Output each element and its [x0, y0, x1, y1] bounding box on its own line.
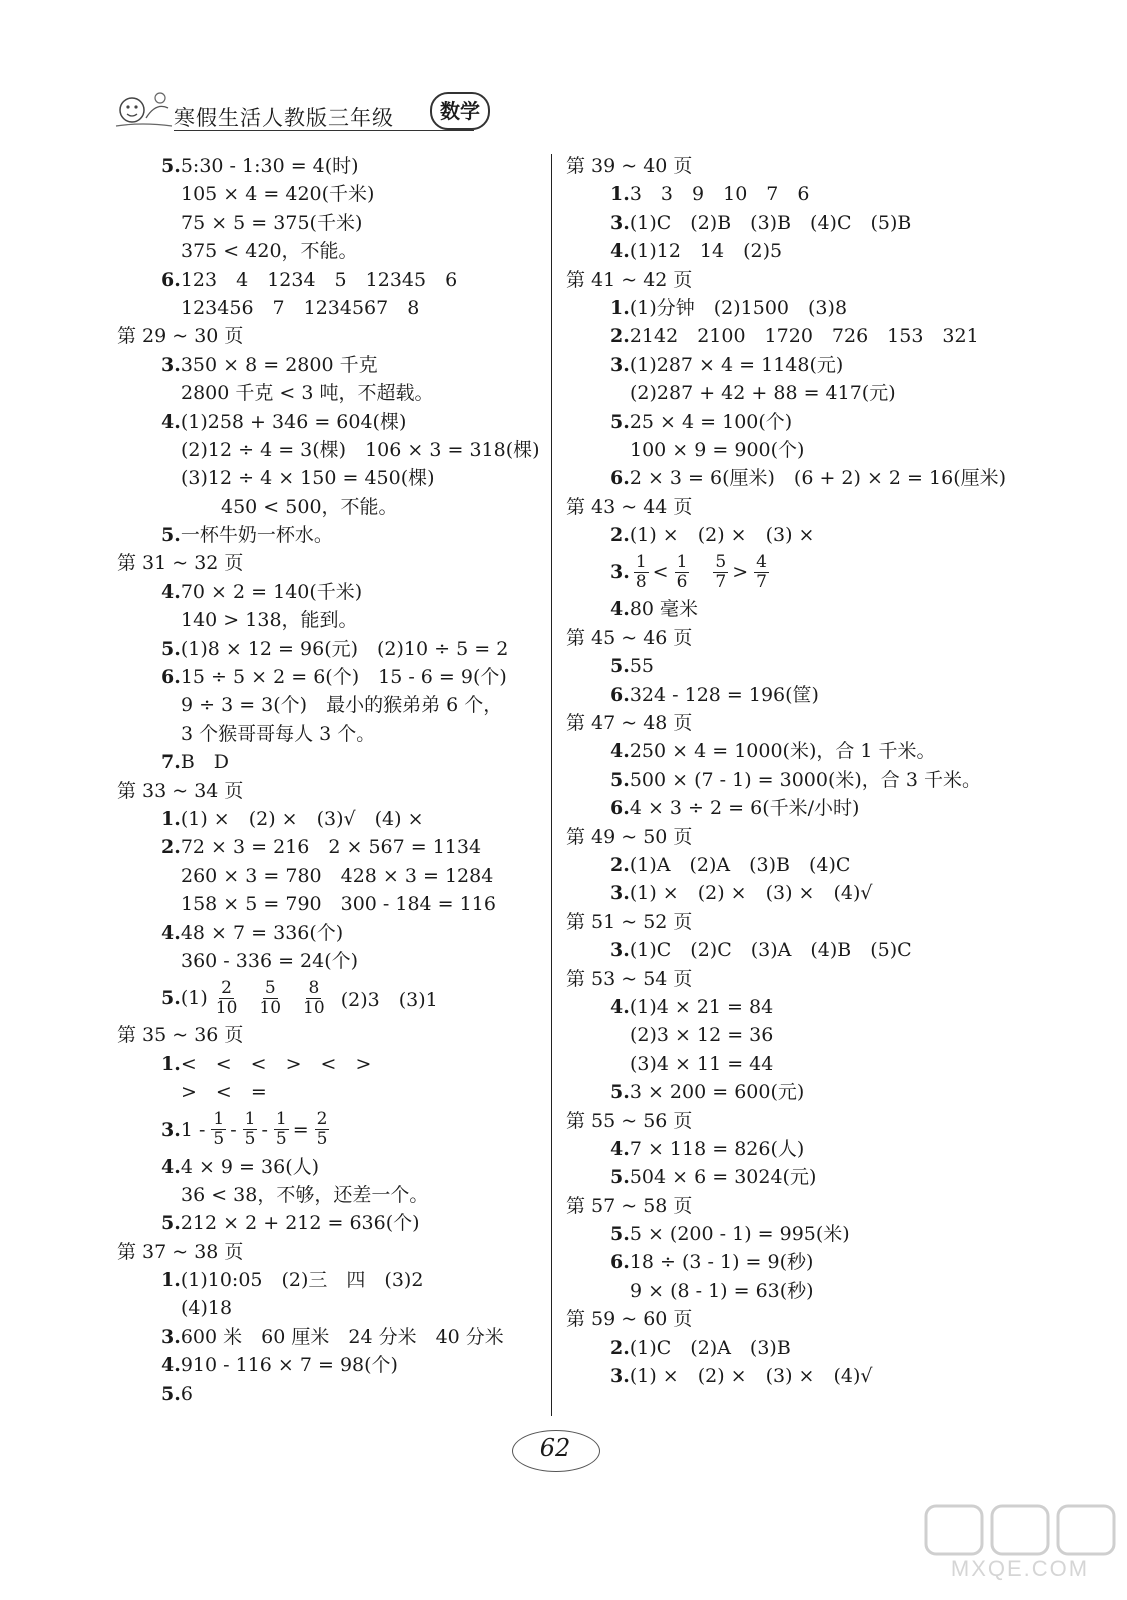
answer-text: (1)10:05 (2)三 四 (3)2 [180, 1269, 424, 1292]
section-heading: 第 51 ~ 52 页 [566, 910, 693, 933]
item-number: 5. [161, 524, 181, 547]
answer-text: 5:30 - 1:30 = 4(时) [180, 155, 359, 177]
fraction [754, 553, 769, 592]
section-heading: 第 45 ~ 46 页 [566, 626, 693, 649]
item-number: 2. [610, 853, 630, 876]
answer-continuation [566, 379, 1006, 407]
answer-text: (1)287 × 4 = 1148(元) [629, 353, 844, 376]
item-number: 5. [610, 1166, 630, 1189]
answer-item [566, 681, 1006, 709]
answer-continuation [117, 209, 537, 237]
answer-item [566, 993, 1006, 1021]
answer-item [117, 1323, 537, 1351]
operator: - [230, 1118, 237, 1141]
answer-item [117, 1209, 537, 1237]
answer-continuation [117, 379, 537, 407]
fraction-denominator: 7 [756, 571, 767, 592]
answer-item [117, 266, 537, 294]
fraction-numerator: 1 [635, 551, 647, 572]
fraction [301, 979, 327, 1018]
item-number: 1. [610, 296, 630, 319]
answer-text: 212 × 2 + 212 = 636(个) [180, 1212, 420, 1235]
item-number: 5. [161, 1382, 181, 1405]
item-number: 4. [161, 580, 181, 603]
operator: < [652, 561, 669, 584]
section-heading: 第 47 ~ 48 页 [566, 712, 693, 735]
answer-item [117, 1107, 537, 1153]
item-number: 5. [161, 987, 181, 1010]
answer-text: (1) × (2) × (3) × (4)√ [629, 882, 873, 905]
item-number: 6. [610, 467, 630, 490]
answer-text: (2)287 + 42 + 88 = 417(元) [630, 382, 896, 405]
answer-text: 100 × 9 = 900(个) [630, 438, 805, 461]
cartoon-decoration-icon [112, 88, 174, 130]
answer-text: 70 × 2 = 140(千米) [180, 580, 363, 603]
item-number: 3. [610, 939, 630, 962]
item-number: 6. [610, 683, 630, 706]
fraction-denominator: 5 [213, 1129, 225, 1149]
answer-text: (1)8 × 12 = 96(元) (2)10 ÷ 5 = 2 [180, 637, 509, 660]
watermark-text: MXQE.COM [950, 1556, 1090, 1581]
item-number: 1. [161, 1269, 181, 1292]
answer-text: 360 - 336 = 24(个) [181, 949, 359, 972]
answer-continuation [117, 890, 537, 918]
answer-item [117, 1351, 537, 1379]
answer-text: 3 个猴哥哥每人 3 个。 [181, 722, 376, 745]
fraction-numerator: 4 [756, 551, 767, 572]
fraction-numerator: 8 [308, 977, 320, 998]
answer-text: 3 × 200 = 600(元) [629, 1081, 805, 1104]
answer-continuation [117, 436, 540, 464]
item-number: 1. [610, 183, 630, 206]
answer-text: 72 × 3 = 216 2 × 567 = 1134 [180, 836, 482, 859]
item-number: 4. [161, 410, 181, 433]
answer-text: 504 × 6 = 3024(元) [629, 1166, 817, 1189]
answer-text: 2142 2100 1720 726 153 321 [629, 325, 979, 348]
item-number: 6. [610, 1251, 630, 1274]
answer-text: 4 × 9 = 36(人) [180, 1155, 320, 1178]
fraction-numerator: 1 [275, 1109, 287, 1129]
answer-text: 80 毫米 [629, 598, 699, 621]
section-heading: 第 33 ~ 34 页 [117, 779, 244, 802]
fraction [713, 553, 728, 592]
answer-item [566, 237, 1006, 265]
answer-item [566, 1163, 1006, 1191]
fraction-numerator: 2 [221, 977, 232, 998]
fraction [634, 553, 649, 592]
answer-text: (1)C (2)A (3)B [629, 1336, 791, 1359]
fraction-numerator: 5 [715, 551, 727, 572]
item-number: 4. [161, 921, 181, 944]
answer-item [117, 578, 537, 606]
answer-item [566, 521, 1006, 549]
answer-text: 910 - 116 × 7 = 98(个) [180, 1354, 398, 1377]
answer-item [566, 879, 1006, 907]
answer-continuation [117, 691, 537, 719]
answer-text: (1) × (2) × (3) × (4)√ [629, 1365, 873, 1388]
section-heading: 第 39 ~ 40 页 [566, 155, 693, 177]
answer-item [566, 408, 1006, 436]
answer-item [566, 652, 1006, 680]
answer-continuation [117, 493, 537, 521]
answer-text: (1)C (2)C (3)A (4)B (5)C [629, 939, 912, 962]
section-heading: 第 43 ~ 44 页 [566, 495, 693, 518]
fraction [257, 979, 283, 1018]
answer-text: 600 米 60 厘米 24 分米 40 分米 [180, 1325, 504, 1348]
answer-item [566, 936, 1006, 964]
answer-text: 4 × 3 ÷ 2 = 6(千米/小时) [629, 797, 860, 820]
answer-item [117, 663, 537, 691]
section-heading: 第 57 ~ 58 页 [566, 1194, 693, 1217]
answer-item [117, 1153, 537, 1181]
answer-text: < < < > < > [180, 1052, 372, 1075]
fraction-numerator: 2 [316, 1109, 328, 1129]
item-number: 4. [161, 1155, 181, 1178]
answer-text: > < = [181, 1081, 267, 1104]
fraction [214, 979, 240, 1018]
answer-text: 9 ÷ 3 = 3(个) 最小的猴弟弟 6 个， [181, 694, 503, 717]
fraction-numerator: 1 [244, 1109, 256, 1129]
book-title: 寒假生活人教版三年级 [174, 106, 394, 130]
item-number: 3. [610, 1365, 630, 1388]
answer-text: (2)3 × 12 = 36 [630, 1024, 774, 1047]
answer-item [117, 748, 537, 776]
item-number: 2. [610, 524, 630, 547]
answer-text: (3)12 ÷ 4 × 150 = 450(棵) [181, 467, 435, 490]
answer-text: 250 × 4 = 1000(米)，合 1 千米。 [629, 740, 936, 763]
item-number: 2. [610, 1336, 630, 1359]
item-number: 1. [161, 807, 181, 830]
item-number: 3. [610, 353, 630, 376]
item-number: 5. [610, 410, 630, 433]
answer-item [117, 805, 537, 833]
answer-text: (1)分钟 (2)1500 (3)8 [629, 296, 848, 319]
section-heading: 第 55 ~ 56 页 [566, 1109, 693, 1132]
answer-text: 500 × (7 - 1) = 3000(米)，合 3 千米。 [629, 768, 981, 791]
answer-item [566, 1248, 1006, 1276]
answer-text: 7 × 118 = 826(人) [629, 1137, 805, 1160]
answer-text: 158 × 5 = 790 300 - 184 = 116 [181, 893, 496, 916]
answer-text: 2 × 3 = 6(厘米) (6 + 2) × 2 = 16(厘米) [629, 467, 1007, 490]
answer-continuation [117, 237, 537, 265]
answer-text: 18 ÷ (3 - 1) = 9(秒) [629, 1251, 814, 1274]
fraction-denominator: 10 [303, 997, 325, 1018]
answer-item [117, 1380, 537, 1408]
section-heading: 第 31 ~ 32 页 [117, 552, 244, 575]
answer-item [566, 1334, 1006, 1362]
answer-item [117, 1266, 537, 1294]
answer-text: 450 < 500，不能。 [221, 495, 398, 518]
item-number: 5. [610, 1223, 630, 1246]
header-rule [174, 130, 474, 131]
answer-text: (1)12 14 (2)5 [629, 240, 783, 263]
answer-text: (1)C (2)B (3)B (4)C (5)B [629, 211, 912, 234]
answer-text: 15 ÷ 5 × 2 = 6(个) 15 - 6 = 9(个) [180, 666, 507, 689]
item-number: 4. [610, 598, 630, 621]
answer-text: 55 [629, 655, 655, 678]
answer-item [566, 209, 1006, 237]
answer-text: 105 × 4 = 420(千米) [181, 183, 375, 206]
fraction-denominator: 6 [676, 571, 688, 592]
subject-badge: 数学 [430, 92, 490, 130]
fraction-denominator: 10 [215, 997, 238, 1018]
answer-continuation [566, 1277, 1006, 1305]
operator: > [732, 561, 749, 584]
answer-continuation [117, 464, 537, 492]
answer-text: 6 [180, 1382, 193, 1405]
answer-item [566, 1135, 1006, 1163]
answer-item [117, 152, 537, 180]
fraction [274, 1110, 289, 1149]
right-answer-column [566, 152, 1006, 1390]
answer-continuation [117, 720, 537, 748]
answer-text: (1) × (2) × (3) × [629, 524, 815, 547]
answer-continuation [566, 436, 1006, 464]
item-number: 5. [610, 1081, 630, 1104]
answer-text: (3)4 × 11 = 44 [630, 1052, 774, 1075]
answer-continuation [117, 862, 537, 890]
item-number: 3. [610, 882, 630, 905]
answer-text: 48 × 7 = 336(个) [180, 921, 344, 944]
section-heading: 第 35 ~ 36 页 [117, 1024, 244, 1047]
section-heading: 第 59 ~ 60 页 [566, 1308, 693, 1331]
answer-continuation [566, 1050, 1006, 1078]
answer-item [566, 851, 1006, 879]
answer-text: (1)4 × 21 = 84 [629, 995, 774, 1018]
answer-text: (4)18 [181, 1297, 233, 1320]
answer-continuation [117, 294, 537, 322]
answer-continuation [117, 947, 537, 975]
fraction [315, 1110, 330, 1149]
answer-text: 一杯牛奶一杯水。 [180, 524, 333, 547]
operator: = [292, 1118, 309, 1141]
item-number: 3. [161, 1325, 181, 1348]
left-answer-column [117, 152, 540, 1408]
fraction [243, 1110, 258, 1149]
fraction [211, 1110, 226, 1149]
fraction-numerator: 1 [676, 551, 688, 572]
answer-text: 123 4 1234 5 12345 6 [180, 268, 458, 291]
item-number: 5. [161, 1212, 181, 1235]
answer-text: 375 < 420，不能。 [181, 240, 358, 263]
fraction-denominator: 10 [259, 997, 282, 1018]
fraction-numerator: 1 [213, 1109, 225, 1129]
answer-item [117, 975, 537, 1021]
fraction-denominator: 5 [275, 1129, 287, 1149]
fraction-denominator: 7 [715, 571, 727, 592]
answer-continuation [117, 1078, 537, 1106]
answer-text: 3 3 9 10 7 6 [629, 183, 810, 206]
answer-text: 123456 7 1234567 8 [181, 296, 420, 319]
answer-item [117, 408, 537, 436]
answer-text: (2)12 ÷ 4 = 3(棵) 106 × 3 = 318(棵) [181, 438, 540, 461]
answer-text: 2800 千克 < 3 吨，不超载。 [181, 382, 434, 405]
item-number: 7. [161, 751, 181, 774]
answer-item [566, 351, 1006, 379]
item-number: 6. [161, 268, 181, 291]
item-number: 4. [610, 995, 630, 1018]
column-divider [551, 154, 552, 1416]
watermark-logo-icon [920, 1500, 1120, 1560]
item-number: 3. [161, 353, 181, 376]
answer-item [117, 635, 537, 663]
item-number: 2. [161, 836, 181, 859]
item-number: 4. [610, 740, 630, 763]
answer-text: 350 × 8 = 2800 千克 [180, 353, 378, 376]
answer-text: 36 < 38，不够，还差一个。 [181, 1183, 429, 1206]
answer-item [117, 833, 537, 861]
fraction-denominator: 5 [316, 1129, 328, 1149]
answer-item [566, 766, 1006, 794]
answer-continuation [117, 180, 537, 208]
answer-text: 9 × (8 - 1) = 63(秒) [630, 1279, 814, 1302]
item-number: 2. [610, 325, 630, 348]
answer-item [566, 1220, 1006, 1248]
answer-item [566, 464, 1006, 492]
item-number: 6. [610, 797, 630, 820]
answer-text: 140 > 138，能到。 [181, 609, 358, 632]
section-heading: 第 37 ~ 38 页 [117, 1240, 244, 1263]
text-segment: (2)3 (3)1 [340, 988, 438, 1011]
item-number: 4. [610, 1137, 630, 1160]
answer-item [566, 294, 1006, 322]
page-number: 62 [539, 1434, 571, 1462]
answer-text: 25 × 4 = 100(个) [629, 410, 793, 433]
answer-item [566, 794, 1006, 822]
item-number: 5. [161, 155, 181, 177]
fraction-denominator: 8 [635, 571, 647, 592]
fraction-denominator: 5 [244, 1129, 256, 1149]
item-number: 5. [610, 768, 630, 791]
section-heading: 第 41 ~ 42 页 [566, 268, 693, 291]
answer-continuation [117, 606, 537, 634]
answer-item [117, 919, 537, 947]
answer-text: (1)A (2)A (3)B (4)C [629, 853, 851, 876]
answer-item [566, 322, 1006, 350]
item-number: 6. [161, 666, 181, 689]
answer-text: 260 × 3 = 780 428 × 3 = 1284 [181, 864, 494, 887]
item-number: 1. [161, 1052, 181, 1075]
answer-continuation [566, 1021, 1006, 1049]
answer-item [117, 351, 537, 379]
item-number: 4. [610, 240, 630, 263]
operator: - [261, 1118, 268, 1141]
answer-continuation [117, 1294, 537, 1322]
item-number: 5. [610, 655, 630, 678]
answer-text: 5 × (200 - 1) = 995(米) [629, 1223, 850, 1246]
item-number: 5. [161, 637, 181, 660]
item-number: 3. [610, 561, 630, 584]
answer-item [566, 737, 1006, 765]
text-segment: (1) [180, 987, 208, 1010]
answer-text: 324 - 128 = 196(筐) [629, 683, 819, 706]
answer-item [566, 180, 1006, 208]
fraction-numerator: 5 [264, 977, 276, 998]
fraction [675, 553, 690, 592]
answer-text: B D [180, 751, 230, 774]
answer-text: 75 × 5 = 375(千米) [181, 211, 363, 234]
item-number: 3. [161, 1118, 181, 1141]
page-header [112, 80, 492, 136]
answer-item [117, 521, 537, 549]
watermark [920, 1500, 1120, 1595]
answer-text: (1)258 + 346 = 604(棵) [180, 410, 407, 433]
answer-item [566, 595, 1006, 623]
answer-continuation [117, 1181, 537, 1209]
item-number: 3. [610, 211, 630, 234]
answer-item [566, 549, 1006, 595]
item-number: 4. [161, 1354, 181, 1377]
answer-text: (1) × (2) × (3)√ (4) × [180, 807, 424, 830]
section-heading: 第 49 ~ 50 页 [566, 825, 693, 848]
text-segment: 1 - [180, 1118, 206, 1141]
answer-item [566, 1078, 1006, 1106]
answer-item [117, 1050, 537, 1078]
answer-item [566, 1362, 1006, 1390]
section-heading: 第 29 ~ 30 页 [117, 325, 244, 348]
section-heading: 第 53 ~ 54 页 [566, 967, 693, 990]
